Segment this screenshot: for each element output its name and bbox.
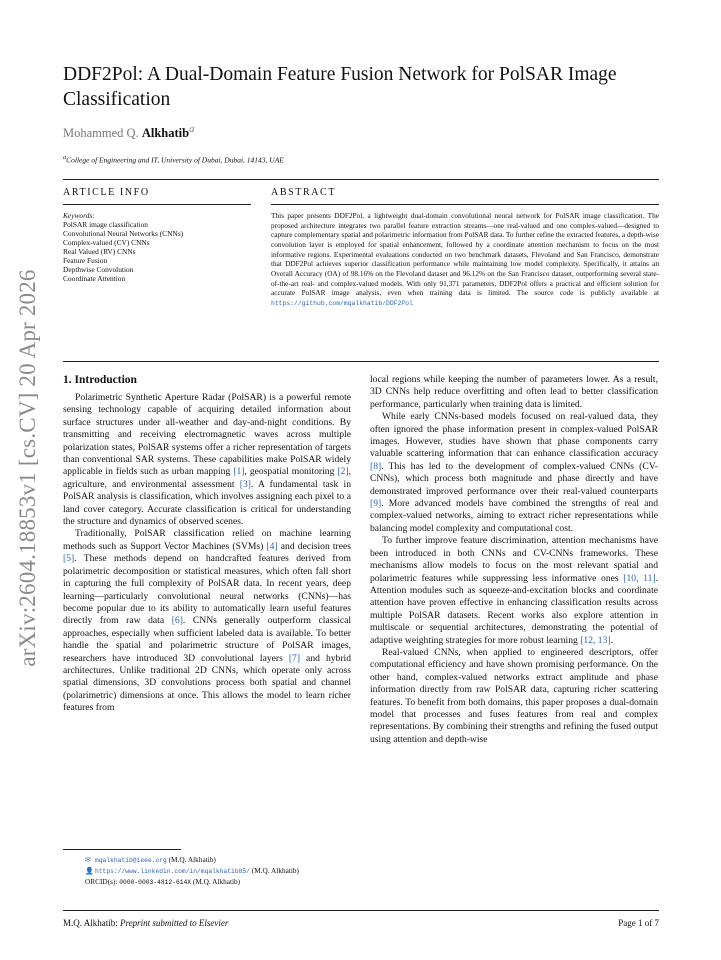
keyword-item: Convolutional Neural Networks (CNNs) <box>63 229 184 238</box>
person-icon: 👤 <box>85 867 94 875</box>
footnotes <box>85 855 299 888</box>
affiliation-mark: a <box>63 154 67 161</box>
left-body <box>63 392 351 715</box>
author-given-name: Mohammed Q. <box>63 126 139 141</box>
arxiv-identifier-text: arXiv:2604.18853v1 [cs.CV] 20 Apr 2026 <box>15 269 40 667</box>
email-owner: (M.Q. Alkhatib) <box>168 855 216 864</box>
body-paragraph <box>63 392 351 528</box>
citation-link[interactable]: [7] <box>288 652 301 664</box>
author-surname: Alkhatib <box>141 126 190 141</box>
email-link[interactable]: mqalkhatib@ieee.org <box>95 857 167 864</box>
paragraph-text: , agriculture, and environmental assessment <box>63 466 351 490</box>
abstract-divider <box>271 204 659 205</box>
article-info-divider <box>63 204 251 205</box>
footnote-rule <box>63 849 181 850</box>
right-body <box>370 374 658 746</box>
citation-link[interactable]: [9] <box>370 498 382 510</box>
orcid-label: ORCID(s): <box>85 877 118 886</box>
body-paragraph <box>370 535 658 647</box>
paragraph-text: . CNNs generally outperform classical approaches, especially when sufficient labeled data is available. To better handle the spatial and polarimetric structure of PolSAR images, researchers have introduced 3D convolutional layers <box>63 615 352 664</box>
paragraph-text: Traditionally, PolSAR classification relied on machine learning methods such as Support Vector Machines (SVMs) <box>63 528 351 552</box>
footer-divider <box>63 910 659 911</box>
paper-title: DDF2Pol: A Dual-Domain Feature Fusion Network for PolSAR Image Classification <box>63 64 617 110</box>
left-column <box>63 374 351 715</box>
body-paragraph <box>370 374 658 411</box>
abstract-heading: ABSTRACT <box>271 187 337 198</box>
footer-note: Preprint submitted to Elsevier <box>120 918 229 928</box>
source-code-link[interactable]: https://github.com/mqalkhatib/DDF2Pol <box>271 299 413 307</box>
paragraph-text: and hybrid architectures. Unlike traditional 2D CNNs, which operate only across spatial dimensions, 3D convolutions process both spatial and channel (polarimetric) dimensions at once. This allows the model to learn richer features from <box>63 652 351 714</box>
citation-link[interactable]: [2] <box>337 466 349 478</box>
keyword-item: Coordinate Attention <box>63 274 126 283</box>
body-paragraph <box>370 647 658 746</box>
article-info-heading: ARTICLE INFO <box>63 187 150 198</box>
paragraph-text: . These methods depend on handcrafted features derived from polarimetric decomposition or statistical measures, which often fall short in capturing the full complexity of PolSAR data. In recent years, deep learning—particularly convolutional neural networks (CNNs)—has become popular due to its ability to automatically learn useful features directly from raw data <box>63 553 351 627</box>
keywords-block: Keywords: PolSAR image classification Convolutional Neural Networks (CNNs) Complex-valued (CV) CNNs Real Valued (RV) CNNs Feature Fusion Depthwise Convolution Coordinate Attention <box>63 211 253 283</box>
citation-link[interactable]: [3] <box>239 478 251 490</box>
paragraph-text: Real-valued CNNs, when applied to engineered descriptors, offer computational efficiency and have shown promising performance. On the other hand, complex-valued networks extract amplitude and phase information directly from raw PolSAR data, capturing richer scattering features. To benefit from both domains, this paper proposes a dual-domain model that processes and fuses features from real and complex representations. By combining their strengths and refining the fused output using attention and depth-wise <box>370 646 658 745</box>
author-affiliation-mark: a <box>189 124 195 135</box>
paragraph-text: local regions while keeping the number of parameters lower. As a result, 3D CNNs help reduce overfitting and often lead to better classification performance, particularly when training data is limited. <box>370 374 658 410</box>
abstract-body <box>271 211 659 309</box>
footnote-linkedin <box>85 866 299 877</box>
citation-link[interactable]: [5] <box>63 553 75 565</box>
affiliation-text: College of Engineering and IT, University of Dubai, Dubai, 14143, UAE <box>66 155 284 165</box>
arxiv-identifier-stamp <box>8 268 48 668</box>
keyword-item: Real Valued (RV) CNNs <box>63 247 136 256</box>
paragraph-text: To further improve feature discrimination, attention mechanisms have been introduced in both CNNs and CV-CNNs frameworks. These mechanisms allow models to focus on the most relevant spatial and polarimetric features while suppressing less informative ones <box>370 535 658 584</box>
orcid-owner: (M.Q. Alkhatib) <box>192 877 241 886</box>
footer-left <box>63 918 228 928</box>
citation-link[interactable]: [8] <box>370 460 382 472</box>
page-footer <box>63 918 659 928</box>
keyword-item: Depthwise Convolution <box>63 265 134 274</box>
paragraph-text: and decision trees <box>277 540 351 552</box>
citation-link[interactable]: [1] <box>233 466 245 478</box>
paragraph-text: . Attention modules such as squeeze-and-excitation blocks and coordinate attention have proven effective in enhancing classification results across multiple PolSAR datasets. Recent works also explore attention in multiscale or sequential architectures, demonstrating the potential of adaptive weighting strategies for more robust learning <box>370 572 658 646</box>
right-column <box>370 374 658 746</box>
section-title: Introduction <box>74 374 137 386</box>
paragraph-text: Polarimetric Synthetic Aperture Radar (PolSAR) is a powerful remote sensing technology capable of acquiring detailed information about surface structures under all-weather and day-and-night conditions. By transmitting and receiving electromagnetic waves across multiple polarization states, PolSAR systems offer a richer representation of targets than conventional SAR systems. These capabilities make PolSAR widely applicable in fields such as urban mapping <box>63 392 351 478</box>
citation-link[interactable]: [12, 13] <box>580 634 611 646</box>
author-line <box>63 124 194 141</box>
footnote-email <box>85 855 299 866</box>
paragraph-text: , geospatial monitoring <box>244 466 338 478</box>
linkedin-owner: (M.Q. Alkhatib) <box>251 866 299 875</box>
abstract-bottom-divider <box>63 361 659 362</box>
body-paragraph <box>370 411 658 535</box>
citation-link[interactable]: [10, 11] <box>623 572 656 584</box>
page-number: Page 1 of 7 <box>618 918 659 928</box>
paragraph-text: . <box>610 634 613 646</box>
body-paragraph <box>63 528 351 714</box>
keyword-item: PolSAR image classification <box>63 220 148 229</box>
section-heading <box>63 374 351 387</box>
paragraph-text: While early CNNs-based models focused on real-valued data, they often ignored the phase information present in complex-valued PolSAR images. However, studies have shown that phase components carry valuable scattering information that can enhance classification accuracy <box>370 411 658 460</box>
orcid-id: 0000-0003-4812-614X <box>119 879 192 886</box>
email-icon: ✉ <box>85 856 91 864</box>
paragraph-text: . A fundamental task in PolSAR analysis is classification, which involves assigning each pixel to a land cover category. Accurate classification is critical for understanding the structure and dynamics of observed scenes. <box>63 478 351 528</box>
keyword-item: Complex-valued (CV) CNNs <box>63 238 150 247</box>
footnote-orcid <box>85 877 299 888</box>
citation-link[interactable]: [4] <box>266 540 278 552</box>
paragraph-text: . More advanced models have combined the strengths of real and complex-valued networks, aiming to extract richer representations while balancing model complexity and computational cost. <box>370 498 658 534</box>
header-divider <box>63 179 659 180</box>
abstract-text: This paper presents DDF2Pol, a lightweight dual-domain convolutional neural network for PolSAR image classification. The proposed architecture integrates two parallel feature extraction streams—one real-valued and one complex-valued—designed to capture complementary spatial and polarimetric information from PolSAR data. To further refine the extracted features, a depth-wise convolution layer is employed for spatial enhancement, followed by a coordinate attention mechanism to focus on the most informative regions. Experimental evaluations conducted on two benchmark datasets, Flevoland and San Francisco, demonstrate that DDF2Pol achieves superior classification performance while maintaining low model complexity. Specifically, it attains an Overall Accuracy (OA) of 98.16% on the Flevoland dataset and 96.12% on the San Francisco dataset, outperforming several state-of-the-art real- and complex-valued models. With only 91,371 parameters, DDF2Pol offers a practical and efficient solution for accurate PolSAR image analysis, even when training data is limited. The source code is publicly available at <box>271 211 659 298</box>
paragraph-text: . This has led to the development of complex-valued CNNs (CV-CNNs), which process both magnitude and phase directly and have demonstrated improved performance over their real-valued counterparts <box>370 460 658 497</box>
footer-author: M.Q. Alkhatib: <box>63 918 118 928</box>
keywords-list <box>63 220 253 283</box>
keywords-label: Keywords <box>63 211 93 220</box>
keyword-item: Feature Fusion <box>63 256 108 265</box>
linkedin-link[interactable]: https://www.linkedin.com/in/mqalkhatib85/ <box>95 868 250 875</box>
section-number: 1. <box>63 374 72 386</box>
affiliation <box>63 154 284 165</box>
citation-link[interactable]: [6] <box>171 615 183 627</box>
